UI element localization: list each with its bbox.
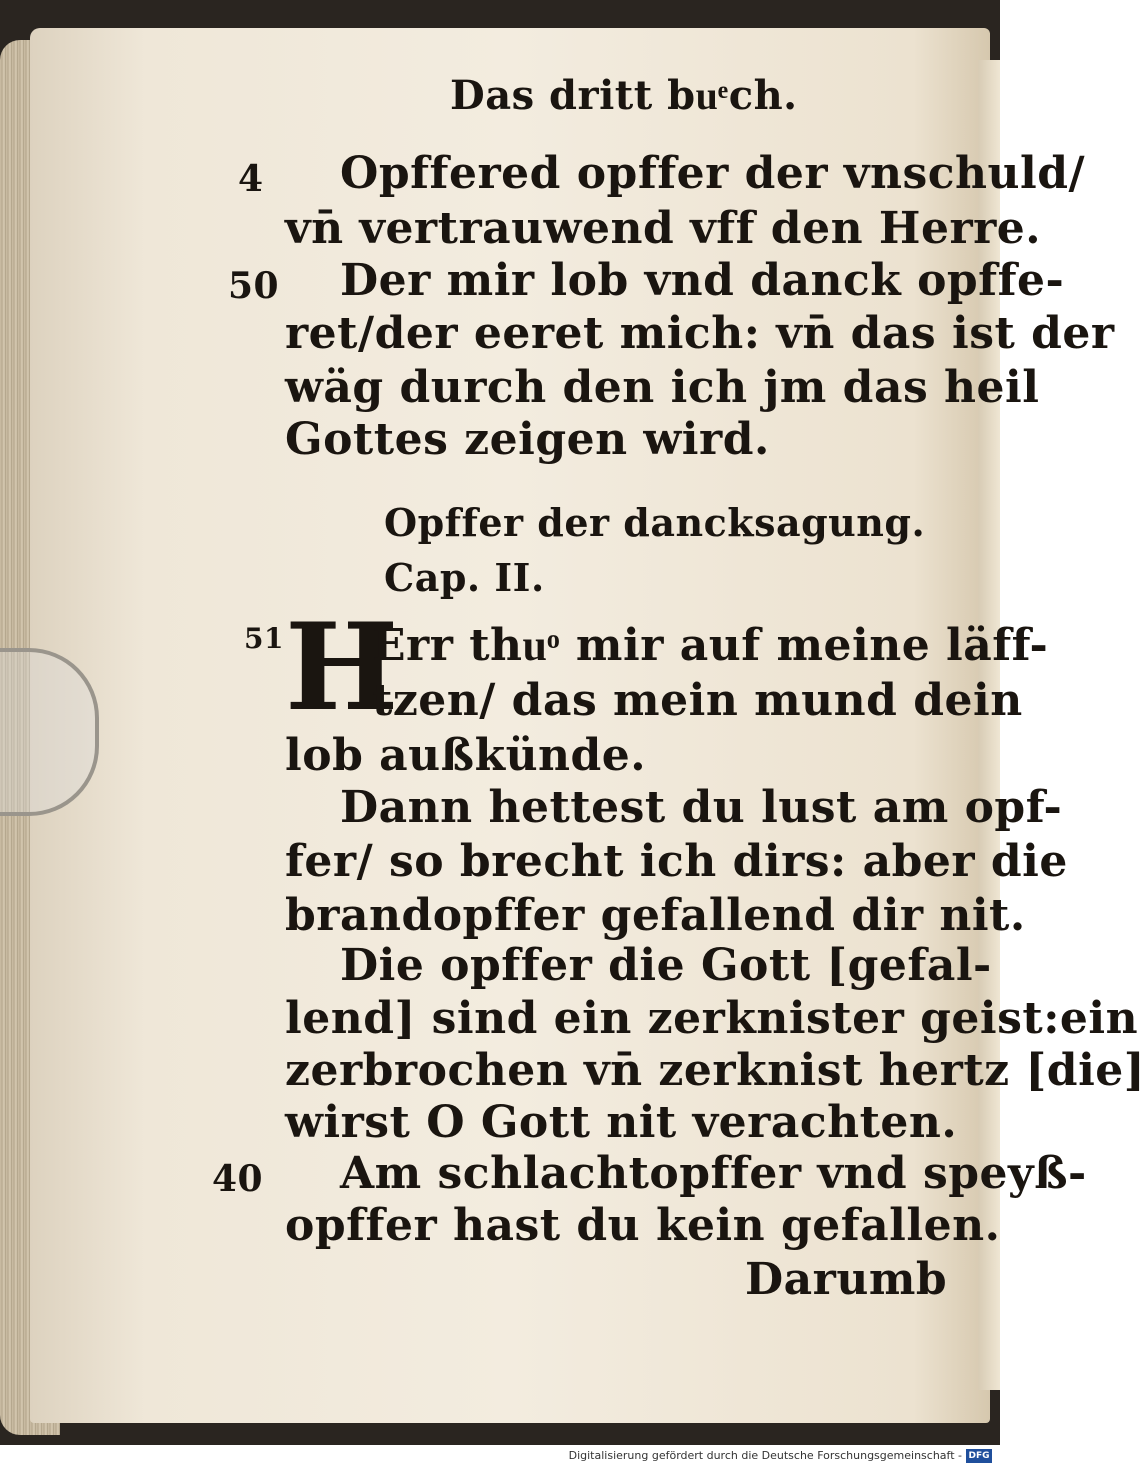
- text-line: wäg durch den ich jm das heil: [285, 362, 1040, 413]
- margin-number: 51: [244, 622, 284, 655]
- text-line: Err thuͦ mir auf meine läff-: [372, 620, 1049, 671]
- text-line: tzen/ das mein mund dein: [372, 675, 1023, 726]
- margin-number: 4: [238, 158, 264, 200]
- section-title: Opffer der dancksagung.: [384, 500, 926, 545]
- text-line: Am schlachtopffer vnd speyß-: [340, 1148, 1087, 1199]
- text-line: Der mir lob vnd danck opffe-: [340, 255, 1065, 306]
- text-line: Die opffer die Gott [gefal-: [340, 940, 992, 991]
- text-line: vn̄ vertrauwend vff den Herre.: [285, 203, 1042, 254]
- text-line: lend] sind ein zerknister geist:ein: [285, 993, 1139, 1044]
- drop-cap: H: [285, 597, 399, 738]
- text-line: ret/der eeret mich: vn̄ das ist der: [285, 308, 1115, 359]
- text-line: brandopffer gefallend dir nit.: [285, 890, 1026, 941]
- text-line: Opffered opffer der vnschuld/: [340, 148, 1086, 199]
- margin-number: 50: [228, 265, 280, 307]
- text-line: lob außkünde.: [285, 730, 647, 781]
- text-line: fer/ so brecht ich dirs: aber die: [285, 836, 1068, 887]
- chapter-label: Cap. II.: [384, 555, 545, 600]
- text-line: zerbrochen vn̄ zerknist hertz [die]: [285, 1045, 1145, 1096]
- text-line: Gottes zeigen wird.: [285, 414, 770, 465]
- catchword: Darumb: [745, 1254, 948, 1305]
- text-line: opffer hast du kein gefallen.: [285, 1200, 1001, 1251]
- footer-credit: Digitalisierung gefördert durch die Deutsche Forschungsgemeinschaft -: [568, 1449, 962, 1462]
- running-header: Das dritt buͤch.: [450, 72, 798, 119]
- dfg-logo-icon: DFG: [966, 1449, 992, 1463]
- text-line: Dann hettest du lust am opf-: [340, 782, 1063, 833]
- margin-number: 40: [212, 1158, 264, 1200]
- text-line: wirst O Gott nit verachten.: [285, 1097, 958, 1148]
- digitization-footer: [0, 1445, 1000, 1467]
